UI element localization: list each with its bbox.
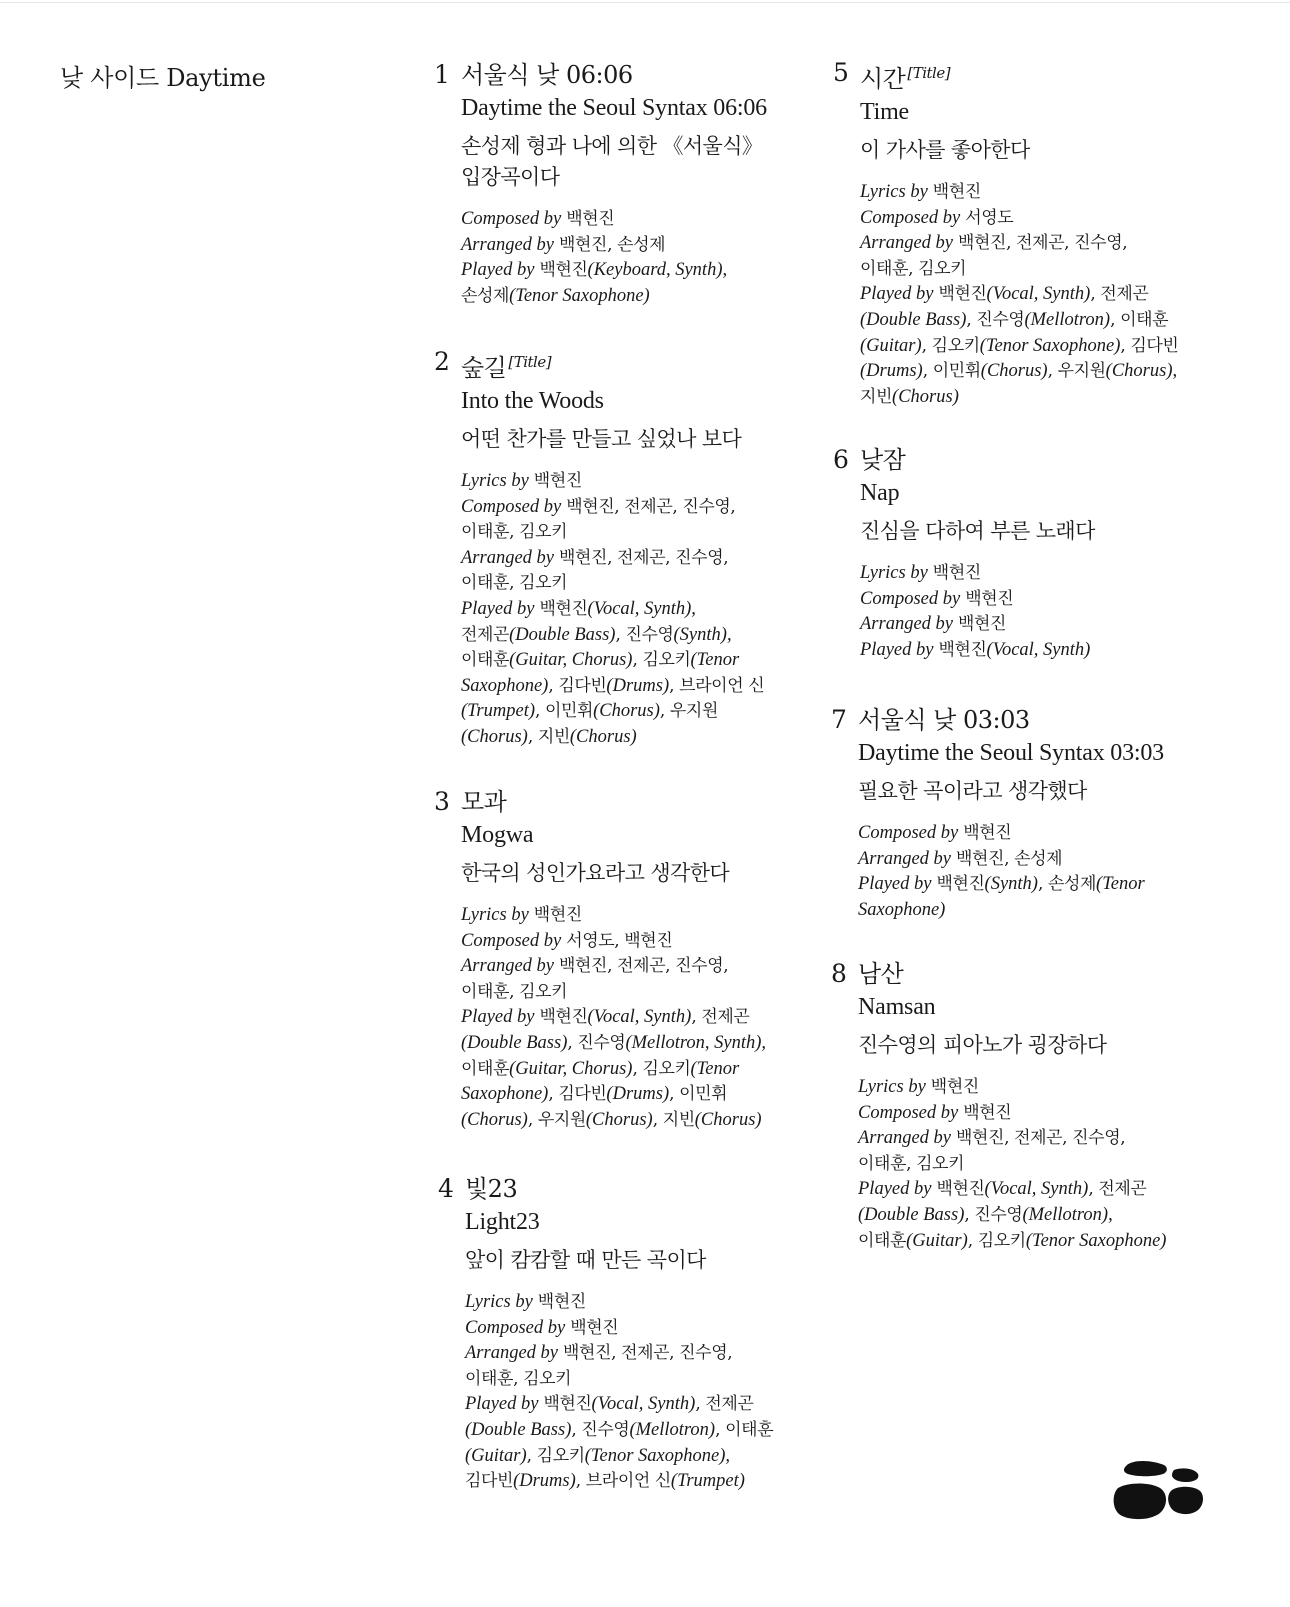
credit-line: [858, 1229, 1166, 1255]
credit-role: (Mellotron),: [1022, 1204, 1113, 1225]
description-line: 한국의 성인가요라고 생각한다: [461, 861, 730, 885]
credit-name: 손성제: [461, 285, 510, 306]
track-number: 7: [831, 705, 847, 734]
credit-role: Arranged by: [858, 1128, 951, 1149]
track-title-ko: [860, 443, 1095, 477]
credit-role: (Vocal, Synth): [986, 639, 1091, 660]
credit-role: Lyrics by: [461, 471, 529, 491]
credit-name: , 김오키: [921, 335, 980, 356]
credit-line: [858, 898, 1164, 924]
credit-role: (Tenor Saxophone): [509, 285, 650, 306]
credit-name: , 김다빈: [548, 1084, 607, 1105]
track-description: [858, 776, 1164, 807]
credit-role: (Double Bass): [509, 624, 616, 645]
description-line: 손성제 형과 나에 의한 《서울식》: [461, 134, 763, 158]
credit-name: , 우지원: [659, 701, 718, 722]
credit-line: [461, 1057, 766, 1083]
credit-role: (Vocal, Synth): [984, 1179, 1089, 1200]
top-divider: [0, 2, 1290, 3]
credit-role: (Mellotron): [629, 1419, 716, 1440]
credit-name: , 전제곤: [691, 1007, 750, 1028]
description-line: 진수영의 피아노가 굉장하다: [858, 1033, 1107, 1057]
track-title-ko-text: 낮잠: [860, 446, 906, 474]
credit-line: [860, 385, 1178, 411]
title-track-tag: [Title]: [907, 64, 951, 82]
credit-role: (Double Bass): [858, 1204, 965, 1225]
credit-name: 백현진: [528, 471, 582, 491]
track-title-ko-text: 서울식 낮 06:06: [461, 61, 633, 89]
track-title-ko: [465, 1172, 773, 1206]
credit-name: , 전제곤: [1088, 1179, 1147, 1200]
credit-name: 백현진, 전제곤, 진수영,: [953, 233, 1128, 254]
credit-role: (Vocal, Synth): [587, 1007, 692, 1028]
credit-line: [860, 561, 1095, 587]
credit-name: 백현진: [960, 588, 1014, 609]
credit-role: (Drums): [606, 675, 670, 696]
track-title-en: Into the Woods: [461, 388, 604, 414]
credit-role: Played by: [860, 284, 934, 305]
credit-name: 백현진: [927, 182, 981, 202]
credit-line: [461, 284, 767, 310]
credit-role: Saxophone): [858, 899, 946, 920]
credit-line: [465, 1316, 773, 1342]
credit-name: , 이민휘: [669, 1084, 728, 1105]
credit-role: (Tenor Saxophone): [1025, 1230, 1167, 1251]
track-title-en: Time: [860, 99, 910, 125]
credit-line: [858, 1177, 1166, 1203]
credit-name: 백현진: [931, 874, 985, 895]
credit-name: , 브라이언 신: [575, 1471, 671, 1492]
track-title-ko-text: 숲길: [461, 354, 507, 382]
credit-name: 백현진, 전제곤, 진수영,: [554, 956, 729, 977]
track-title-en: Daytime the Seoul Syntax 06:06: [461, 95, 767, 121]
track-number: 1: [434, 60, 450, 89]
credit-line: [461, 623, 764, 649]
track-title-ko-text: 서울식 낮 03:03: [858, 706, 1030, 734]
credit-line: [461, 495, 764, 521]
track-title-ko: [461, 345, 764, 385]
credit-role: Lyrics by: [860, 182, 928, 202]
credit-role: Arranged by: [465, 1343, 558, 1364]
credit-name: 백현진, 손성제: [951, 848, 1063, 869]
track-2: [434, 345, 765, 751]
track-title-ko: [858, 957, 1166, 991]
credit-name: , 지빈: [652, 1109, 695, 1130]
credit-role: Arranged by: [860, 614, 953, 635]
credit-name: 이태훈, 김오키: [461, 522, 568, 543]
credit-role: (Vocal, Synth): [591, 1394, 696, 1415]
credit-name: 백현진: [931, 1179, 985, 1200]
track-title-ko-text: 남산: [858, 960, 904, 988]
credit-line: [858, 1126, 1166, 1152]
credit-role: (Synth): [984, 874, 1038, 895]
track-credits: [858, 821, 1164, 923]
track-credits: [465, 1290, 773, 1495]
credit-name: 서영도, 백현진: [561, 930, 673, 951]
credit-line: [858, 1203, 1166, 1229]
credit-line: [860, 638, 1095, 664]
credit-role: (Drums): [606, 1084, 670, 1105]
credit-line: [860, 359, 1178, 385]
credit-role: Lyrics by: [858, 1077, 926, 1097]
credit-role: (Double Bass): [465, 1419, 572, 1440]
credit-line: [860, 587, 1095, 613]
credit-name: 이태훈: [858, 1230, 907, 1251]
track-credits: [860, 561, 1095, 663]
credit-line: [461, 674, 764, 700]
credit-name: , 이태훈: [1110, 309, 1169, 330]
credit-line: [858, 1152, 1166, 1178]
credit-role: Composed by: [858, 823, 959, 843]
track-4: [438, 1172, 774, 1495]
credit-name: 백현진: [538, 1394, 592, 1415]
credit-line: [858, 1101, 1166, 1127]
label-logo-icon: [1112, 1458, 1204, 1524]
credit-role: (Guitar, Chorus): [509, 1058, 633, 1079]
credit-name: 백현진: [927, 563, 981, 583]
credit-line: [461, 571, 764, 597]
track-description: [461, 424, 764, 455]
credit-name: 백현진: [528, 905, 582, 925]
credit-name: 백현진: [534, 598, 588, 619]
credit-role: Composed by: [860, 588, 961, 609]
credit-line: [465, 1444, 773, 1470]
credit-line: [860, 206, 1178, 232]
credit-name: 백현진: [958, 823, 1012, 843]
credit-name: , 김오키: [967, 1230, 1026, 1251]
credit-role: (Chorus): [569, 726, 637, 747]
credit-line: [461, 1108, 766, 1134]
credit-line: [461, 1005, 766, 1031]
credit-line: [860, 612, 1095, 638]
credit-name: , 이민휘: [535, 701, 594, 722]
credit-line: [461, 929, 766, 955]
credit-role: Composed by: [858, 1102, 959, 1123]
credit-name: , 전제곤: [695, 1394, 754, 1415]
credit-name: 김다빈: [465, 1471, 514, 1492]
credit-line: [465, 1367, 773, 1393]
credit-role: (Guitar): [906, 1230, 968, 1251]
description-line: 필요한 곡이라고 생각했다: [858, 779, 1087, 803]
credit-name: 백현진: [534, 1007, 588, 1028]
credit-role: Arranged by: [860, 233, 953, 254]
credit-line: [461, 207, 767, 233]
credit-role: Lyrics by: [860, 563, 928, 583]
track-description: [465, 1245, 773, 1276]
track-title-en: Namsan: [858, 994, 936, 1020]
credit-role: (Tenor: [1096, 874, 1145, 895]
credit-role: (Mellotron, Synth),: [625, 1032, 767, 1053]
credit-role: (Guitar): [860, 335, 922, 356]
credit-role: (Chorus): [593, 701, 660, 722]
credit-line: [461, 980, 766, 1006]
credit-role: (Tenor Saxophone): [979, 335, 1121, 356]
description-line: 입장곡이다: [461, 165, 560, 189]
credit-role: Played by: [461, 1007, 535, 1028]
credit-name: 백현진: [953, 614, 1007, 635]
credit-role: Played by: [858, 874, 932, 895]
credit-line: [461, 546, 764, 572]
credit-name: 이태훈, 김오키: [461, 981, 568, 1002]
credit-line: [461, 469, 764, 495]
credit-line: [860, 334, 1178, 360]
credit-name: 백현진: [561, 209, 615, 229]
credit-line: [461, 954, 766, 980]
credit-name: , 김오키: [632, 650, 691, 671]
track-credits: [860, 180, 1178, 410]
credit-role: Saxophone): [461, 1084, 549, 1105]
credit-name: , 이태훈: [715, 1419, 774, 1440]
credit-line: [461, 1031, 766, 1057]
credit-line: [461, 520, 764, 546]
track-title-en: Mogwa: [461, 822, 534, 848]
credit-name: 백현진, 전제곤, 진수영,: [558, 1343, 733, 1364]
credit-name: , 손성제: [1037, 874, 1097, 895]
credit-role: Played by: [465, 1394, 539, 1415]
credit-line: [860, 231, 1178, 257]
credit-role: Lyrics by: [461, 905, 529, 925]
credit-name: , 김오키: [632, 1058, 691, 1079]
credit-line: [461, 597, 764, 623]
track-number: 2: [434, 347, 450, 376]
credit-name: 백현진: [532, 1292, 586, 1312]
credit-name: 이태훈, 김오키: [461, 573, 568, 594]
credit-line: [461, 903, 766, 929]
credit-role: (Drums): [860, 361, 923, 382]
credit-line: [858, 847, 1164, 873]
credit-line: [860, 180, 1178, 206]
credit-name: 이태훈, 김오키: [465, 1368, 572, 1389]
credit-role: Played by: [461, 260, 535, 281]
credit-line: [860, 282, 1178, 308]
track-description: [860, 516, 1095, 547]
side-title: 낮 사이드 Daytime: [60, 64, 266, 92]
track-title-en: Nap: [860, 480, 900, 506]
credit-name: , 브라이언 신: [669, 675, 765, 696]
credit-role: (Trumpet): [461, 701, 535, 722]
credit-name: , 김다빈: [1120, 335, 1179, 356]
credit-role: Played by: [860, 639, 934, 660]
description-line: 어떤 찬가를 만들고 싶었나 보다: [461, 427, 742, 451]
credit-name: , 이민휘: [922, 361, 981, 382]
credit-line: [461, 1082, 766, 1108]
credit-role: Composed by: [465, 1317, 566, 1338]
track-6: [833, 443, 1095, 663]
credit-name: , 진수영: [615, 624, 674, 645]
credit-line: [860, 257, 1178, 283]
track-title-en: Light23: [465, 1209, 540, 1235]
credit-name: 백현진: [933, 639, 987, 660]
credit-line: [465, 1290, 773, 1316]
credit-role: (Mellotron): [1024, 309, 1111, 330]
track-description: [860, 135, 1178, 166]
credit-name: 이태훈, 김오키: [858, 1153, 965, 1174]
credit-role: (Trumpet): [670, 1471, 745, 1492]
credit-role: Arranged by: [461, 956, 554, 977]
credit-role: (Chorus): [461, 726, 528, 747]
credit-role: (Synth),: [673, 624, 732, 645]
credit-role: (Double Bass): [461, 1032, 568, 1053]
track-8: [831, 957, 1167, 1254]
credit-role: (Tenor Saxophone),: [584, 1445, 730, 1466]
credit-name: 지빈: [860, 386, 893, 407]
credit-role: (Tenor: [690, 1058, 740, 1079]
credit-role: (Vocal, Synth),: [587, 598, 696, 619]
credit-name: 백현진: [933, 284, 987, 305]
credit-line: [461, 725, 764, 751]
credit-role: Saxophone): [461, 675, 549, 696]
credit-name: , 김다빈: [548, 675, 607, 696]
credit-name: , 진수영: [966, 309, 1025, 330]
credit-line: [465, 1418, 773, 1444]
track-5: [833, 56, 1179, 410]
track-credits: [461, 903, 766, 1133]
credit-name: 이태훈, 김오키: [860, 258, 967, 279]
credit-role: Arranged by: [461, 547, 554, 568]
credit-name: 백현진: [958, 1102, 1012, 1123]
credit-line: [461, 233, 767, 259]
description-line: 앞이 캄캄할 때 만든 곡이다: [465, 1248, 706, 1272]
track-number: 8: [831, 959, 847, 988]
credit-line: [461, 648, 764, 674]
credit-role: (Chorus),: [1105, 361, 1178, 382]
track-title-ko-text: 모과: [461, 788, 507, 816]
track-title-ko-text: 시간: [860, 65, 906, 93]
track-number: 6: [833, 445, 849, 474]
credit-line: [461, 699, 764, 725]
credit-name: 백현진, 전제곤, 진수영,: [561, 496, 736, 517]
credit-role: Lyrics by: [465, 1292, 533, 1312]
track-number: 3: [434, 787, 450, 816]
credit-line: [465, 1392, 773, 1418]
track-1: [434, 58, 767, 309]
credit-name: , 진수영: [571, 1419, 630, 1440]
credit-name: , 김오키: [526, 1445, 585, 1466]
credit-role: Composed by: [461, 209, 562, 229]
track-credits: [461, 469, 764, 751]
credit-line: [461, 258, 767, 284]
credit-name: 백현진: [925, 1077, 979, 1097]
credit-line: [465, 1341, 773, 1367]
credit-role: (Guitar, Chorus): [509, 650, 633, 671]
track-description: [461, 858, 766, 889]
credit-role: (Chorus): [980, 361, 1048, 382]
track-credits: [858, 1075, 1166, 1254]
credit-name: 백현진, 전제곤, 진수영,: [554, 547, 729, 568]
credit-role: Composed by: [461, 930, 562, 951]
credit-role: Played by: [858, 1179, 932, 1200]
credit-role: (Chorus): [694, 1109, 762, 1130]
credit-name: 이태훈: [461, 650, 510, 671]
credit-role: (Vocal, Synth): [986, 284, 1091, 305]
credit-role: Composed by: [461, 496, 562, 517]
credit-name: , 진수영: [567, 1032, 626, 1053]
credit-role: (Double Bass): [860, 309, 967, 330]
credit-name: , 전제곤: [1090, 284, 1149, 305]
track-number: 5: [833, 58, 849, 87]
credit-name: , 진수영: [964, 1204, 1023, 1225]
credit-name: , 지빈: [527, 726, 570, 747]
track-credits: [461, 207, 767, 309]
credit-name: 전제곤: [461, 624, 510, 645]
credit-name: 백현진, 전제곤, 진수영,: [951, 1128, 1126, 1149]
credit-line: [858, 872, 1164, 898]
credit-name: , 우지원: [527, 1109, 586, 1130]
credit-name: 백현진: [534, 260, 588, 281]
track-title-ko-text: 빛23: [465, 1175, 518, 1203]
credit-name: 서영도: [960, 207, 1014, 228]
track-title-ko: [858, 703, 1164, 737]
credit-role: (Chorus): [585, 1109, 653, 1130]
credit-role: (Tenor: [690, 650, 740, 671]
credit-role: Arranged by: [858, 848, 951, 869]
track-title-ko: [461, 785, 766, 819]
track-title-ko: [461, 58, 767, 92]
credit-name: 이태훈: [461, 1058, 510, 1079]
credit-role: (Chorus): [461, 1109, 528, 1130]
credit-role: Played by: [461, 598, 535, 619]
track-7: [831, 703, 1164, 923]
credit-role: Arranged by: [461, 234, 554, 255]
credit-role: (Drums): [513, 1471, 576, 1492]
description-line: 진심을 다하여 부른 노래다: [860, 519, 1095, 543]
credit-role: Composed by: [860, 207, 961, 228]
credit-line: [465, 1469, 773, 1495]
track-number: 4: [438, 1174, 454, 1203]
credit-role: (Guitar): [465, 1445, 527, 1466]
track-description: [461, 131, 767, 193]
credit-name: 백현진, 손성제: [554, 234, 666, 255]
title-track-tag: [Title]: [508, 353, 552, 371]
credit-line: [860, 308, 1178, 334]
credit-role: (Keyboard, Synth),: [587, 260, 728, 281]
credit-name: , 우지원: [1047, 361, 1106, 382]
track-3: [434, 785, 767, 1133]
credit-role: (Chorus): [892, 386, 959, 407]
credit-line: [858, 821, 1164, 847]
track-title-ko: [860, 56, 1178, 96]
description-line: 이 가사를 좋아한다: [860, 138, 1030, 162]
credit-name: 백현진: [565, 1317, 619, 1338]
track-title-en: Daytime the Seoul Syntax 03:03: [858, 740, 1164, 766]
track-description: [858, 1030, 1166, 1061]
credit-line: [858, 1075, 1166, 1101]
